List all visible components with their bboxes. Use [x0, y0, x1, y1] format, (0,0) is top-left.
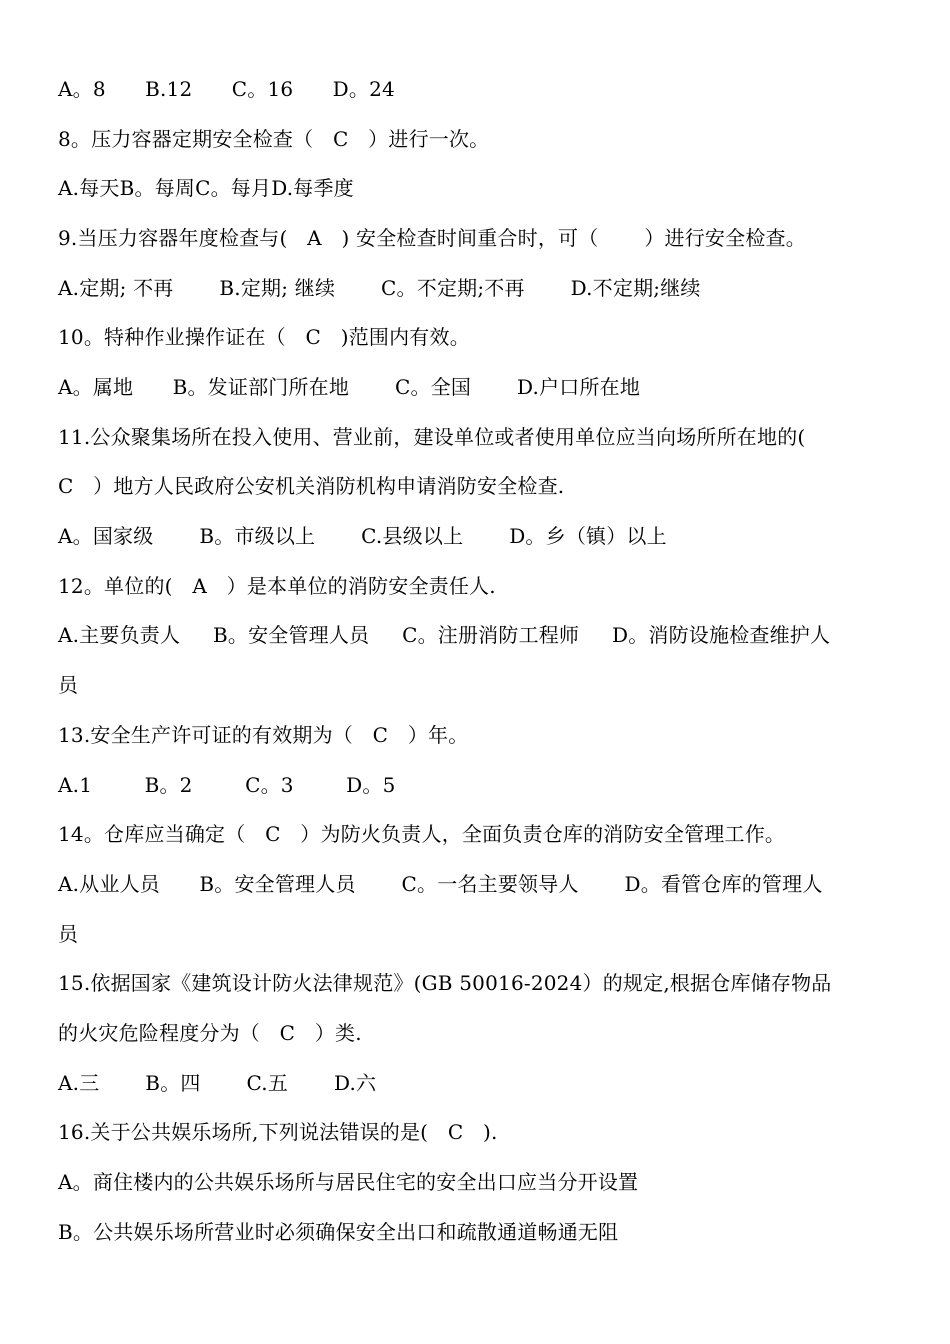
- question-9: 9.当压力容器年度检查与( A ) 安全检查时间重合时，可（ ）进行安全检查。: [58, 226, 806, 250]
- question-11-cont: C ）地方人民政府公安机关消防机构申请消防安全检查.: [58, 474, 565, 498]
- options-q9: A.定期; 不再 B.定期; 继续 C。不定期;不再 D.不定期;继续: [58, 276, 701, 300]
- options-q8: A.每天B。每周C。每月D.每季度: [58, 176, 354, 200]
- options-q14: A.从业人员 B。安全管理人员 C。一名主要领导人 D。看管仓库的管理人: [58, 872, 823, 896]
- options-q12: A.主要负责人 B。安全管理人员 C。注册消防工程师 D。消防设施检查维护人: [58, 623, 831, 647]
- options-q10: A。属地 B。发证部门所在地 C。全国 D.户口所在地: [58, 375, 641, 399]
- option-q16-b: B。公共娱乐场所营业时必须确保安全出口和疏散通道畅通无阻: [58, 1220, 619, 1244]
- question-13: 13.安全生产许可证的有效期为（ C ）年。: [58, 723, 469, 747]
- option-q16-a: A。商住楼内的公共娱乐场所与居民住宅的安全出口应当分开设置: [58, 1170, 639, 1194]
- options-q7: A。8 B.12 C。16 D。24: [58, 77, 395, 101]
- question-14: 14。仓库应当确定（ C ）为防火负责人，全面负责仓库的消防安全管理工作。: [58, 822, 786, 846]
- options-q13: A.1 B。2 C。3 D。5: [58, 773, 396, 797]
- question-15-cont: 的火灾危险程度分为（ C ）类.: [58, 1021, 362, 1045]
- question-8: 8。压力容器定期安全检查（ C ）进行一次。: [58, 127, 490, 151]
- options-q11: A。国家级 B。市级以上 C.县级以上 D。乡（镇）以上: [58, 524, 667, 548]
- question-12: 12。单位的( A ）是本单位的消防安全责任人.: [58, 574, 496, 598]
- options-q15: A.三 B。四 C.五 D.六: [58, 1071, 377, 1095]
- options-q14-cont: 员: [58, 922, 79, 946]
- question-15: 15.依据国家《建筑设计防火法律规范》(GB 50016-2024）的规定,根据仓库储存物品: [58, 971, 832, 995]
- question-11: 11.公众聚集场所在投入使用、营业前，建设单位或者使用单位应当向场所所在地的(: [58, 425, 806, 449]
- question-10: 10。特种作业操作证在（ C )范围内有效。: [58, 325, 470, 349]
- question-16: 16.关于公共娱乐场所,下列说法错误的是( C ).: [58, 1120, 498, 1144]
- options-q12-cont: 员: [58, 673, 79, 697]
